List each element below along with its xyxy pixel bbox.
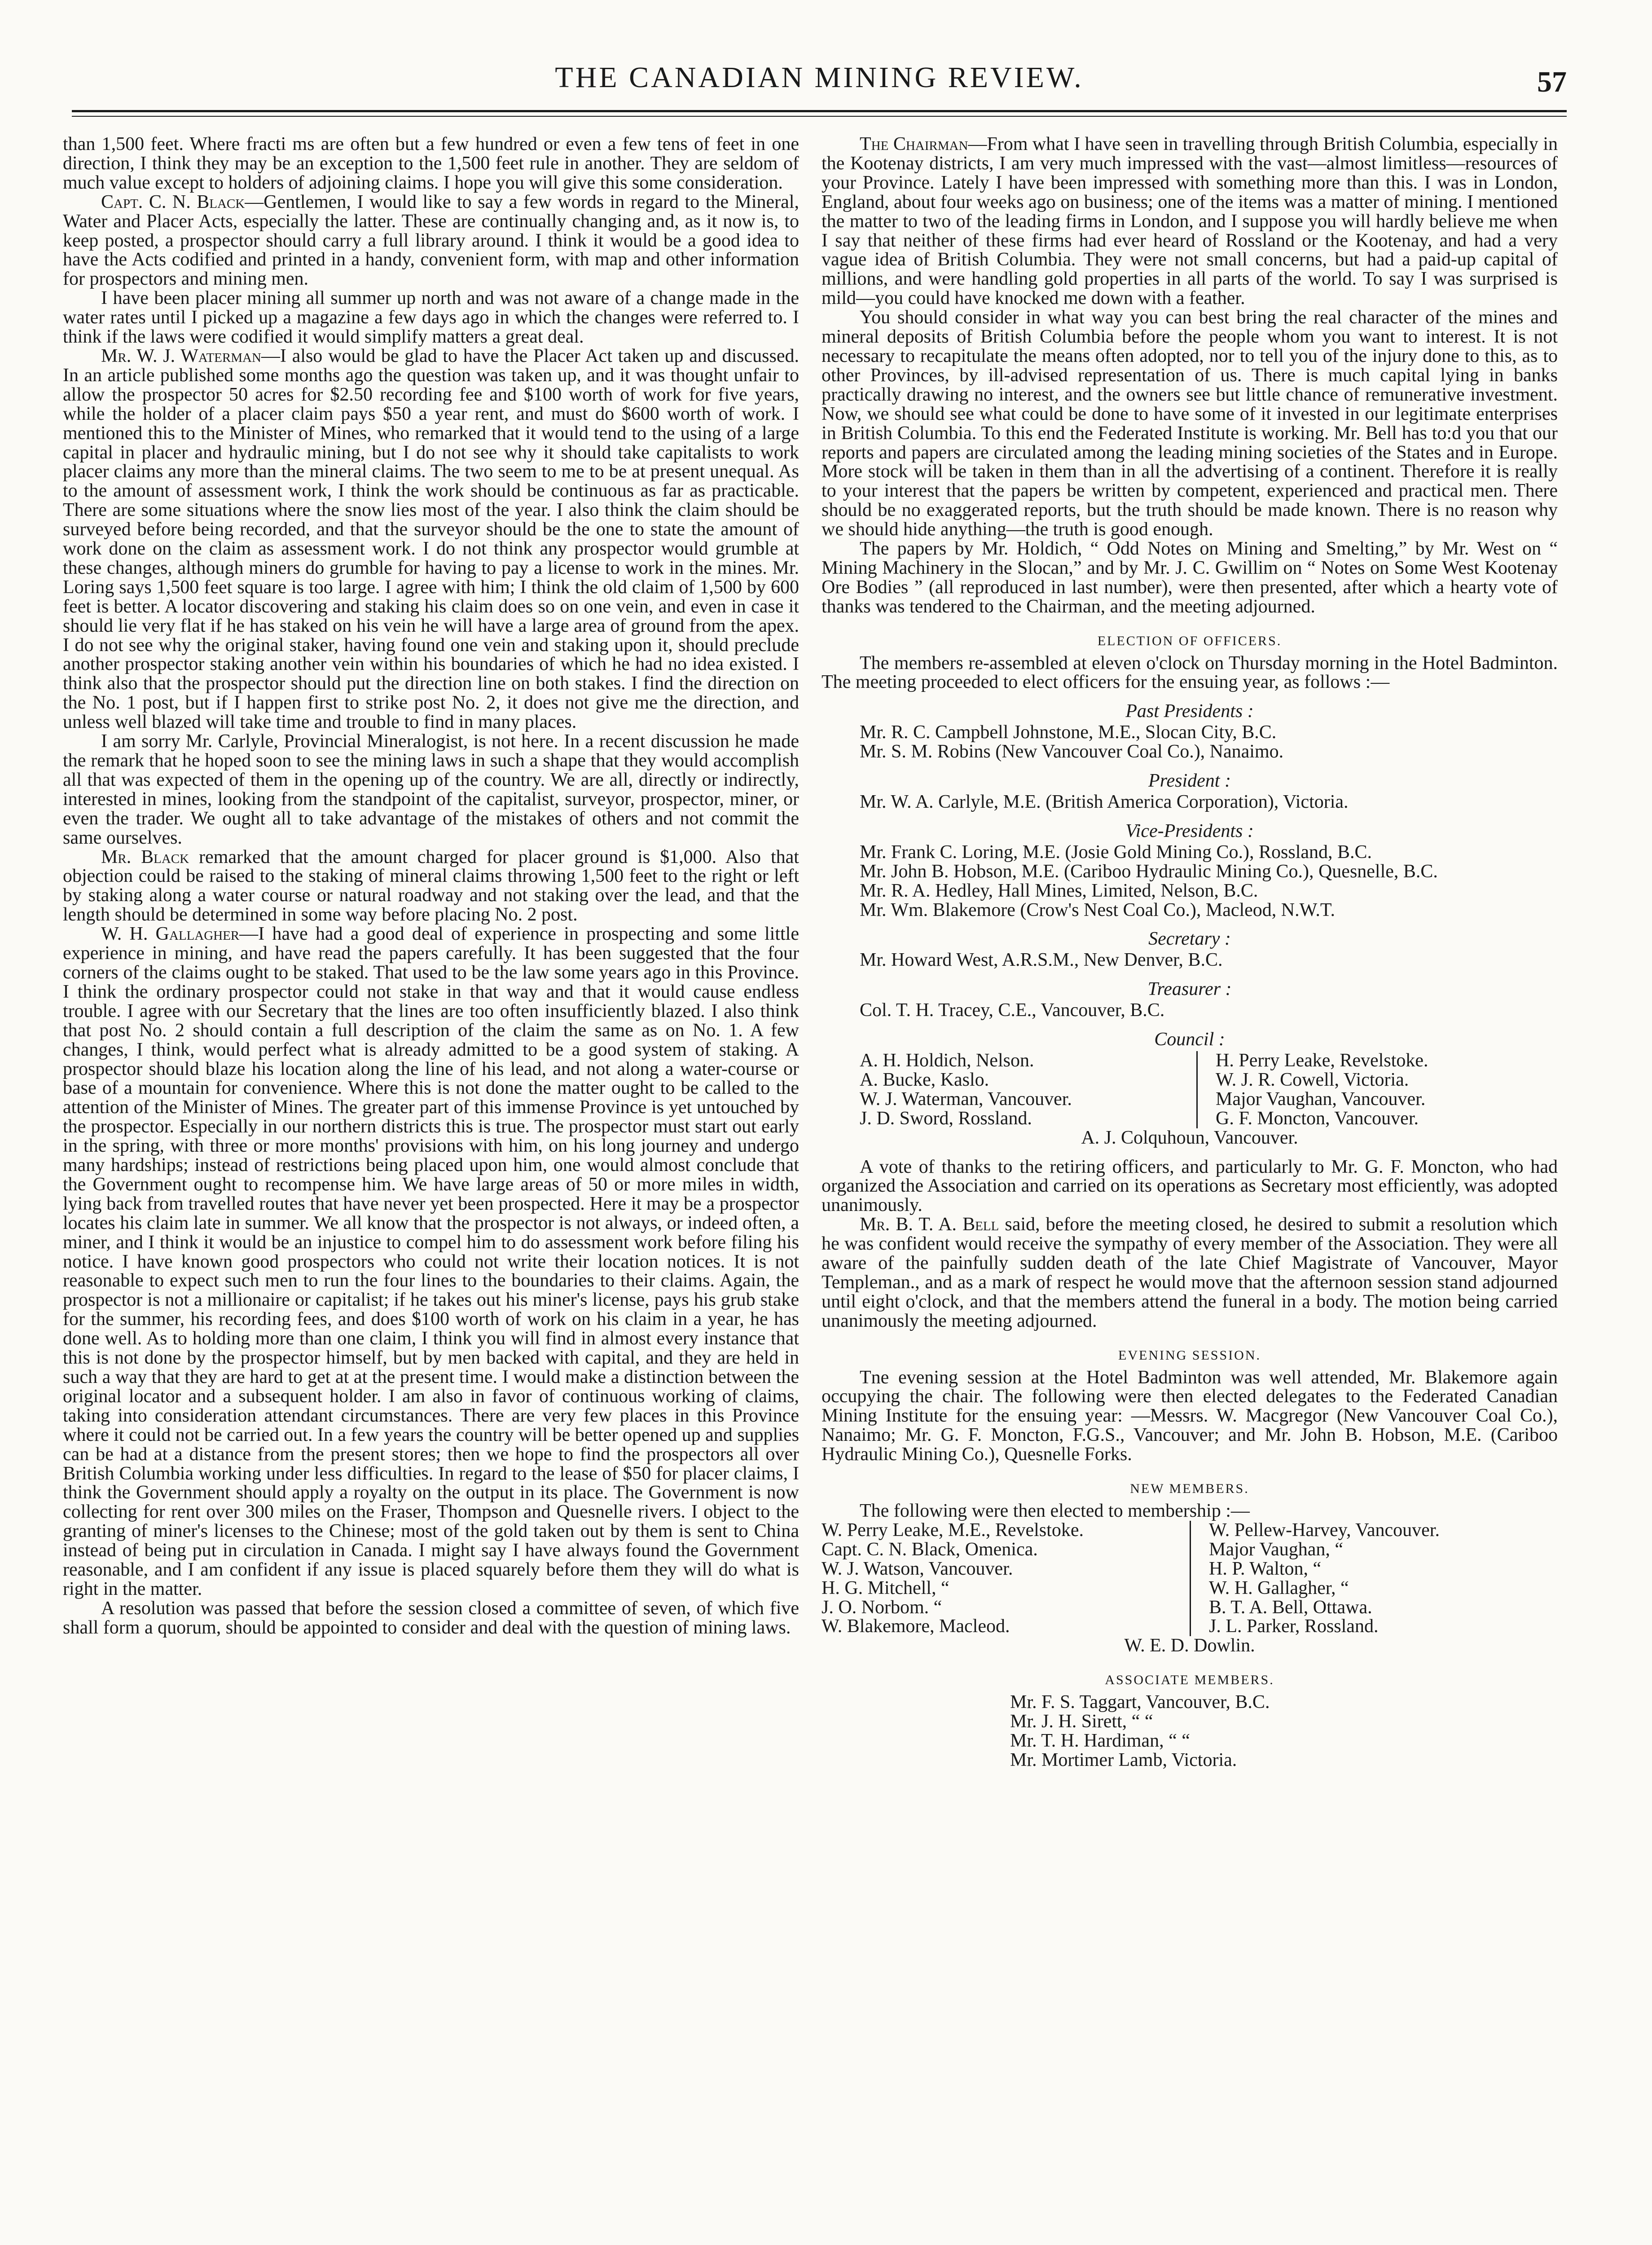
- council-member: H. Perry Leake, Revelstoke.: [1216, 1050, 1428, 1071]
- associate-member: Mr. F. S. Taggart, Vancouver, B.C.: [1010, 1692, 1270, 1713]
- officer-entry: Mr. John B. Hobson, M.E. (Cariboo Hydraulic Mining Co.), Quesnelle, B.C.: [860, 861, 1438, 882]
- members-left: [822, 1521, 1191, 1636]
- office-heading: Secretary :: [1148, 929, 1231, 950]
- paragraph: A resolution was passed that before the session closed a committee of seven, of which five shall form a quorum, should be appointed to consider and deal with the question of mining laws.: [63, 1598, 799, 1638]
- paragraph: A vote of thanks to the retiring officers, and particularly to Mr. G. F. Moncton, who had organized the Association and carried on its operations as Secretary most efficiently, was adopted unanimously.: [822, 1156, 1558, 1216]
- speaker-name: Mr. Black: [101, 846, 189, 867]
- left-column: [63, 135, 799, 1638]
- council-member: A. H. Holdich, Nelson.: [860, 1050, 1034, 1071]
- officer-entry: Mr. Frank C. Loring, M.E. (Josie Gold Mining Co.), Rossland, B.C.: [860, 841, 1372, 863]
- section-heading: ASSOCIATE MEMBERS.: [1105, 1673, 1274, 1688]
- members-right: [1191, 1521, 1440, 1636]
- office-heading: Treasurer :: [1147, 979, 1232, 1000]
- member: W. Pellew-Harvey, Vancouver.: [1209, 1519, 1440, 1541]
- section-heading: EVENING SESSION.: [1118, 1347, 1261, 1363]
- officer-entry: Mr. Howard West, A.R.S.M., New Denver, B.C.: [860, 950, 1223, 971]
- paragraph: I have been placer mining all summer up north and was not aware of a change made in the water rates until I picked up a magazine a few days ago in which the changes were referred to. I think if the laws were codified it would simplify matters a great deal.: [63, 288, 799, 348]
- council-member: A. Bucke, Kaslo.: [860, 1069, 989, 1090]
- right-column: [822, 135, 1558, 1770]
- paragraph: Tne evening session at the Hotel Badminton was well attended, Mr. Blakemore again occupying the chair. The following were then elected delegates to the Federated Canadian Mining Institute for the ensuing year: —Messrs. W. Macgregor (New Vancouver Coal Co.), Nanaimo; Mr. G. F. Moncton, F.G.S., Vancouver; and Mr. John B. Hobson, M.E. (Cariboo Hydraulic Mining Co.), Quesnelle Forks.: [822, 1367, 1558, 1465]
- speaker-name: Mr. B. T. A. Bell: [860, 1214, 999, 1235]
- associate-member: Mr. J. H. Sirett, “ “: [1010, 1711, 1153, 1732]
- paragraph: The papers by Mr. Holdich, “ Odd Notes on Mining and Smelting,” by Mr. West on “ Mining Machinery in the Slocan,” and by Mr. J. C. Gwillim on “ Notes on Some West Kootenay Ore Bodies ” (all reproduced in last number), were then presented, after which a hearty vote of thanks was tendered to the Chairman, and the meeting adjourned.: [822, 538, 1558, 617]
- member: W. E. D. Dowlin.: [1124, 1635, 1255, 1656]
- council-right: [1198, 1051, 1428, 1128]
- speaker-name: Mr. W. J. Waterman: [101, 345, 261, 366]
- member: W. J. Watson, Vancouver.: [822, 1558, 1013, 1579]
- officer-entry: Col. T. H. Tracey, C.E., Vancouver, B.C.: [860, 1000, 1165, 1021]
- section-heading: NEW MEMBERS.: [1130, 1481, 1249, 1497]
- paragraph: The members re-assembled at eleven o'clock on Thursday morning in the Hotel Badminton. The meeting proceeded to elect officers for the ensuing year, as follows :—: [822, 652, 1558, 693]
- header-rule-thin: [72, 116, 1567, 117]
- speaker-name: The Chairman: [860, 134, 968, 154]
- member: J. L. Parker, Rossland.: [1209, 1616, 1379, 1637]
- member: H. P. Walton, “: [1209, 1558, 1322, 1579]
- member: H. G. Mitchell, “: [822, 1577, 949, 1598]
- speaker-name: Capt. C. N. Black: [101, 191, 245, 212]
- office-heading: Past Presidents :: [1125, 701, 1254, 722]
- office-heading: Council :: [1154, 1029, 1225, 1050]
- officer-entry: Mr. Wm. Blakemore (Crow's Nest Coal Co.), Macleod, N.W.T.: [860, 899, 1335, 920]
- member: W. Blakemore, Macleod.: [822, 1616, 1010, 1637]
- paragraph: I am sorry Mr. Carlyle, Provincial Mineralogist, is not here. In a recent discussion he made the remark that he hoped soon to see the mining laws in such a shape that they would accomplish all that was expected of them in the opening up of the country. We are all, directly or indirectly, interested in mines, looking from the standpoint of the capitalist, surveyor, prospector, miner, or even the trader. We ought all to take advantage of the mistakes of others and not commit the same ourselves.: [63, 731, 799, 848]
- speaker-name: W. H. Gallagher: [101, 924, 240, 945]
- council-member: A. J. Colquhoun, Vancouver.: [1081, 1127, 1298, 1148]
- journal-title: THE CANADIAN MINING REVIEW.: [555, 61, 1084, 94]
- paragraph: Mr. W. J. Waterman—I also would be glad to have the Placer Act taken up and discussed. In an article published some months ago the question was taken up, and it was thought unfair to allow the prospector 50 acres for $2.50 recording fee and $100 worth of work for five years, while the holder of a placer claim pays $50 a year rent, and must do $600 worth of work. I mentioned this to the Minister of Mines, who remarked that it would tend to the using of a large capital in placer and hydraulic mining, but I do not see why it should take capitalists to work placer claims any more than the mineral claims. The two seem to me to be at present unequal. As to the amount of assessment work, I think the work should be continuous as far as practicable. There are some situations where the snow lies most of the year. I also think the claim should be surveyed before being recorded, and that the surveyor should be the one to state the amount of work done on the claim as assessment work. I do not think any prospector would grumble at these changes, although miners do grumble for having to pay a license to work in the mines. Mr. Loring says 1,500 feet square is too large. I agree with him; I think the old claim of 1,500 by 600 feet is better. A locator discovering and staking his claim does so on one vein, and even in case it should lie very flat if he has staked on his vein he will have a large area of ground from the apex. I do not see why the original staker, having found one vein and staking upon it, should preclude another prospector staking another vein within his boundaries of which he had no idea existed. I think also that the prospector should put the direction line on both stakes. I find the direction on the No. 1 post, but if I happen first to strike post No. 2, it does not give me the direction, and unless well blazed will take time and trouble to find in many places.: [63, 345, 799, 733]
- section-heading: ELECTION OF OFFICERS.: [1097, 633, 1282, 648]
- paragraph: Mr. B. T. A. Bell said, before the meeting closed, he desired to submit a resolution which he was confident would receive the sympathy of every member of the Association. They were all aware of the painfully sudden death of the late Chief Magistrate of Vancouver, Mayor Templeman., and as a mark of respect he would move that the afternoon session stand adjourned until eight o'clock, and that the members attend the funeral in a body. The motion being carried unanimously the meeting adjourned.: [822, 1214, 1558, 1331]
- paragraph: than 1,500 feet. Where fracti ms are often but a few hundred or even a few tens of feet in one direction, I think they may be an exception to the 1,500 feet rule in another. They are seldom of much value except to holders of adjoining claims. I hope you will give this some consideration.: [63, 134, 799, 193]
- council-member: J. D. Sword, Rossland.: [860, 1108, 1032, 1129]
- member: W. H. Gallagher, “: [1209, 1577, 1349, 1598]
- associate-member: Mr. Mortimer Lamb, Victoria.: [1010, 1749, 1237, 1770]
- council-member: W. J. Waterman, Vancouver.: [860, 1088, 1072, 1109]
- paragraph: The following were then elected to membership :—: [860, 1501, 1250, 1521]
- paragraph: Mr. Black remarked that the amount charged for placer ground is $1,000. Also that objection could be raised to the staking of mineral claims throwing 1,500 feet to the right or left by staking along a water course or natural roadway and not staking over the lead, and that the length should be determined in some way before placing No. 2 post.: [63, 846, 799, 925]
- council-list: [860, 1051, 1558, 1128]
- office-heading: Vice-Presidents :: [1125, 820, 1254, 841]
- member: Capt. C. N. Black, Omenica.: [822, 1539, 1038, 1560]
- officer-entry: Mr. R. C. Campbell Johnstone, M.E., Slocan City, B.C.: [860, 722, 1277, 743]
- paragraph: Capt. C. N. Black—Gentlemen, I would like to say a few words in regard to the Mineral, Water and Placer Acts, especially the latter. These are continually changing and, as it now is, to keep posted, a prospector should carry a full library around. I think it would be a good idea to have the Acts codified and printed in a handy, convenient form, with map and other information for prospectors and mining men.: [63, 191, 799, 290]
- associate-member: Mr. T. H. Hardiman, “ “: [1010, 1730, 1190, 1751]
- member: J. O. Norbom. “: [822, 1597, 942, 1618]
- page-number: 57: [1537, 66, 1567, 98]
- officer-entry: Mr. R. A. Hedley, Hall Mines, Limited, Nelson, B.C.: [860, 880, 1258, 901]
- members-list: [822, 1521, 1558, 1636]
- council-left: [860, 1051, 1198, 1128]
- council-member: Major Vaughan, Vancouver.: [1216, 1088, 1426, 1109]
- member: B. T. A. Bell, Ottawa.: [1209, 1597, 1372, 1618]
- council-member: W. J. R. Cowell, Victoria.: [1216, 1069, 1409, 1090]
- officer-entry: Mr. S. M. Robins (New Vancouver Coal Co.), Nanaimo.: [860, 741, 1284, 762]
- council-member: G. F. Moncton, Vancouver.: [1216, 1108, 1419, 1129]
- member: W. Perry Leake, M.E., Revelstoke.: [822, 1519, 1084, 1541]
- officer-entry: Mr. W. A. Carlyle, M.E. (British America Corporation), Victoria.: [860, 792, 1349, 812]
- header-rule-thick: [72, 110, 1567, 112]
- paragraph: You should consider in what way you can best bring the real character of the mines and mineral deposits of British Columbia before the people whom you want to interest. It is not necessary to recapitulate the means often adopted, nor to tell you of the injury done to this, as to other Provinces, by ill-advised representation of us. There is much capital lying in banks practically drawing no interest, and the owners see but little chance of remunerative investment. Now, we should see what could be done to have some of it invested in our legitimate enterprises in British Columbia. To this end the Federated Institute is working. Mr. Bell has to:d you that our reports and papers are circulated among the leading mining societies of the States and in Europe. More stock will be taken in them than in all the advertising of a continent. Therefore it is really to your interest that the papers be written by competent, experienced and practical men. There should be no exaggerated reports, but the truth should be made known. There is no reason why we should hide anything—the truth is good enough.: [822, 307, 1558, 540]
- office-heading: President :: [1148, 770, 1231, 792]
- member: Major Vaughan, “: [1209, 1539, 1343, 1560]
- page-header: [72, 61, 1567, 110]
- paragraph: W. H. Gallagher—I have had a good deal of experience in prospecting and some little experience in mining, and have read the papers carefully. It has been suggested that the four corners of the claims ought to be staked. That used to be the law some years ago in this Province. I think the ordinary prospector could not stake in that way and that it would cause endless trouble. I agree with our Secretary that the lines are too often insufficiently blazed. I also think that post No. 2 should contain a full description of the claim the same as on No. 1. A few changes, I think, would perfect what is already admitted to be a good system of staking. A prospector should blaze his location along the line of his lead, and not along a water-course or base of a mountain for convenience. Where this is not done the matter ought to be called to the attention of the Minister of Mines. The greater part of this immense Province is yet untouched by the prospector. Especially in our northern districts this is true. The prospector must start out early in the spring, with three or more months' provisions with him, on his long journey and undergo many hardships; instead of restrictions being placed upon him, one would almost conclude that the Government ought to recompense him. We have large areas of 50 or more miles in width, lying back from travelled routes that have never yet been prospected. Here it may be a prospector locates his claim late in summer. We all know that the prospector is not always, or indeed often, a miner, and I think it would be an injustice to compel him to do assessment work before filing his notice. I have known good prospectors who could not write their location notices. It is not reasonable to expect such men to run the four lines to the boundaries to their claims. Again, the prospector is not a millionaire or capitalist; if he takes out his miner's license, pays his grub stake for the summer, his recording fees, and does $100 worth of work on his claim in a year, he has done well. As to holding more than one claim, I think you will find in almost every instance that this is not done by the prospector himself, but by men backed with capital, and they are held in such a way that they are hard to get at at the present time. I would make a distinction between the original locator and a subsequent holder. I am also in favor of continuous working of claims, taking into consideration attendant circumstances. There are very few places in this Province where it could not be carried out. In a few years the country will be better opened up and supplies can be had at a distance from the present stores; then we hope to find the prospectors all over British Columbia working under less difficulties. In regard to the lease of $50 for placer claims, I think the Government should apply a royalty on the output in its place. The Government is now collecting for rent over 300 miles on the Fraser, Thompson and Quesnelle rivers. I object to the granting of miner's licenses to the Chinese; most of the gold taken out by them is sent to China instead of being put in circulation in Canada. I might say I have always found the Government reasonable, and I am confident if any issue is placed squarely before them they will do what is right in the matter.: [63, 924, 799, 1599]
- paragraph: The Chairman—From what I have seen in travelling through British Columbia, especially in the Kootenay districts, I am very much impressed with the vast—almost limitless—resources of your Province. Lately I have been impressed with something more than this. I was in London, England, about four weeks ago on business; one of the items was a matter of mining. I mentioned the matter to two of the leading firms in London, and I suppose you will hardly believe me when I say that neither of these firms had ever heard of Rossland or the Kootenay, and had a very vague idea of British Columbia. They were not small concerns, but had a paid-up capital of millions, and were handling gold properties in all parts of the world. To say I was surprised is mild—you could have knocked me down with a feather.: [822, 134, 1558, 309]
